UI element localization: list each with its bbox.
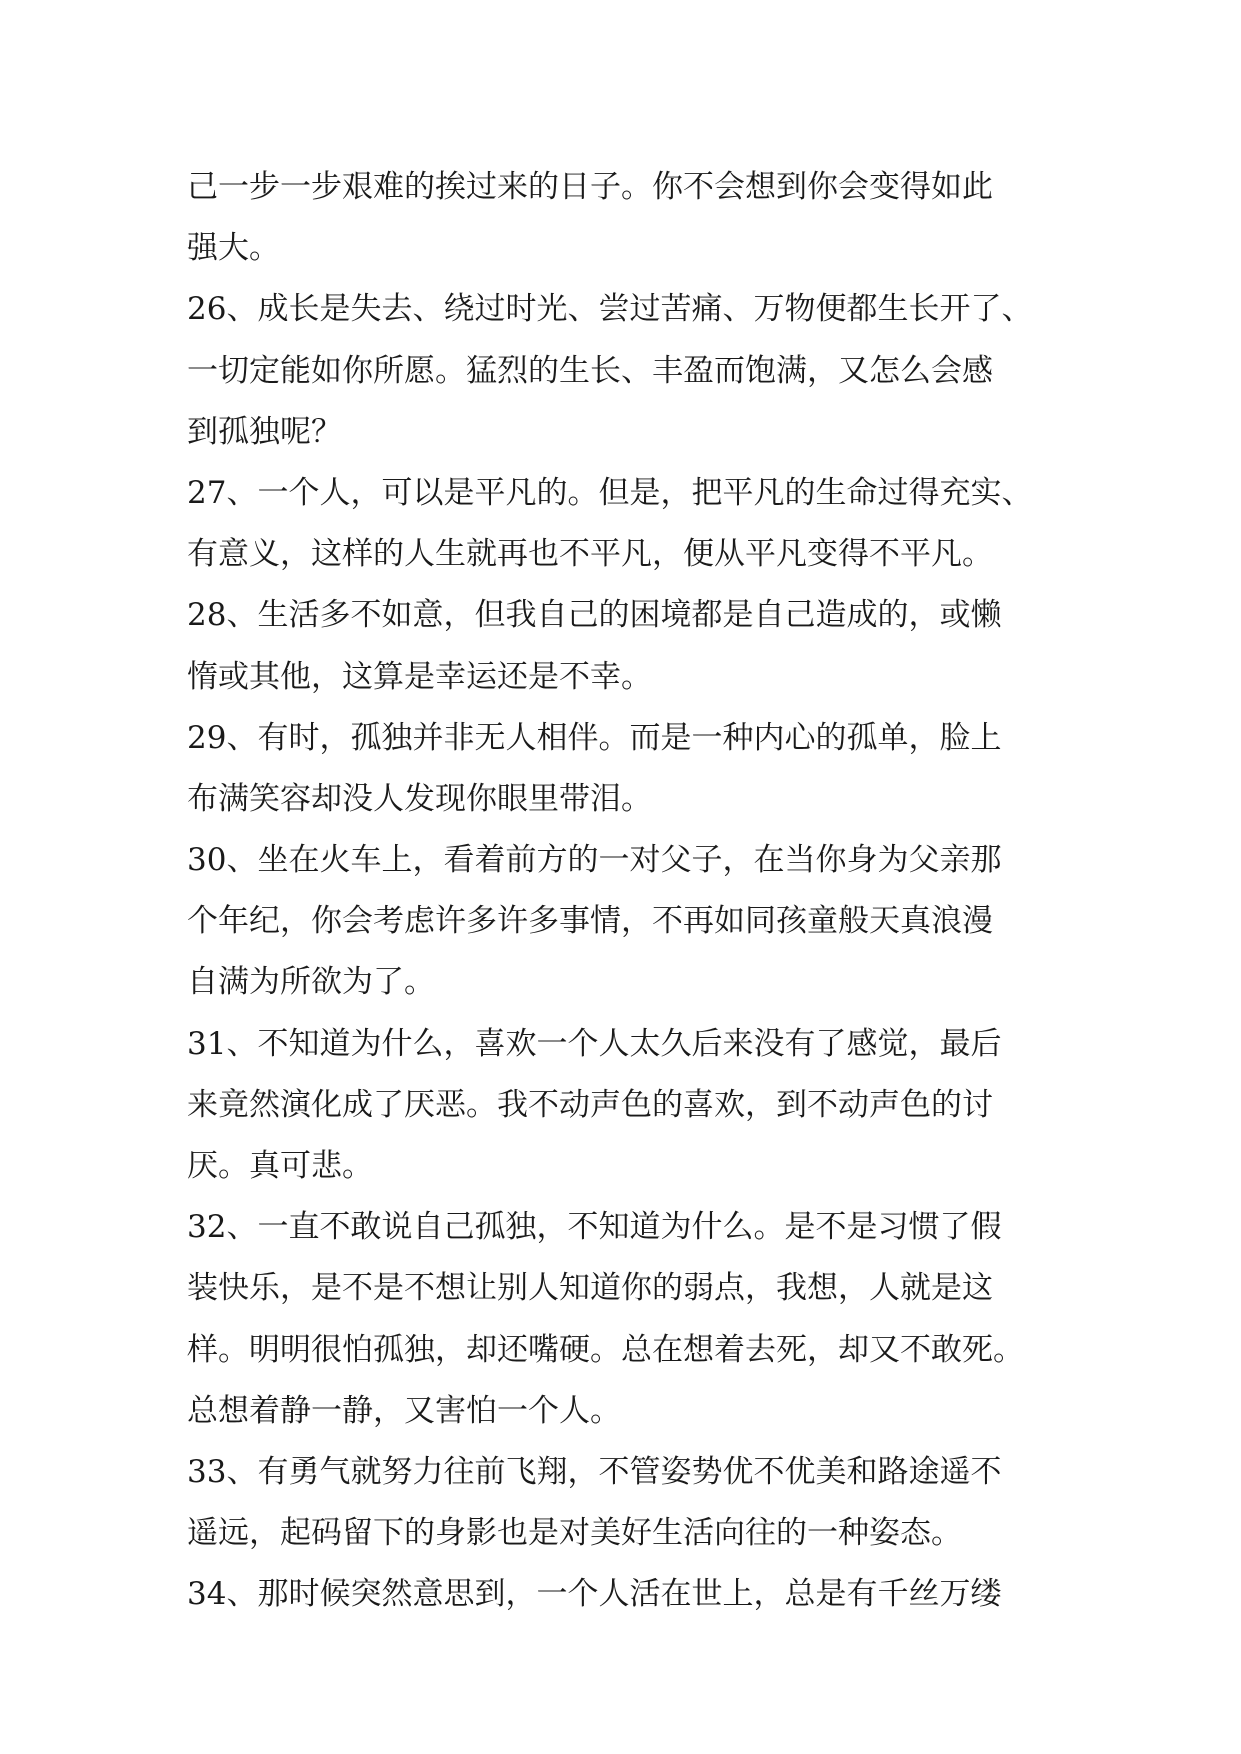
text-line: 27、一个人，可以是平凡的。但是，把平凡的生命过得充实、 bbox=[187, 474, 1033, 511]
text-line: 个年纪，你会考虑许多许多事情，不再如同孩童般天真浪漫 bbox=[187, 903, 993, 940]
body-text bbox=[187, 157, 1067, 1626]
text-line: 厌。真可悲。 bbox=[187, 1148, 373, 1184]
text-line: 总想着静一静，又害怕一个人。 bbox=[187, 1392, 621, 1429]
text-line: 样。明明很怕孤独，却还嘴硬。总在想着去死，却又不敢死。 bbox=[187, 1331, 1024, 1368]
text-line: 装快乐，是不是不想让别人知道你的弱点，我想，人就是这 bbox=[187, 1270, 993, 1307]
text-line: 己一步一步艰难的挨过来的日子。你不会想到你会变得如此 bbox=[187, 169, 993, 205]
text-line: 30、坐在火车上，看着前方的一对父子，在当你身为父亲那 bbox=[187, 842, 1002, 879]
text-line: 34、那时候突然意思到，一个人活在世上，总是有千丝万缕 bbox=[187, 1576, 1002, 1613]
text-line: 33、有勇气就努力往前飞翔，不管姿势优不优美和路途遥不 bbox=[187, 1453, 1002, 1490]
text-line: 32、一直不敢说自己孤独，不知道为什么。是不是习惯了假 bbox=[187, 1209, 1002, 1246]
text-line: 遥远，起码留下的身影也是对美好生活向往的一种姿态。 bbox=[187, 1515, 962, 1552]
text-line: 布满笑容却没人发现你眼里带泪。 bbox=[187, 780, 652, 817]
text-line: 28、生活多不如意，但我自己的困境都是自己造成的，或懒 bbox=[187, 597, 1002, 634]
text-line: 惰或其他，这算是幸运还是不幸。 bbox=[187, 658, 652, 695]
text-line: 一切定能如你所愿。猛烈的生长、丰盈而饱满，又怎么会感 bbox=[187, 352, 993, 389]
text-line: 来竟然演化成了厌恶。我不动声色的喜欢，到不动声色的讨 bbox=[187, 1086, 993, 1123]
text-line: 31、不知道为什么，喜欢一个人太久后来没有了感觉，最后 bbox=[187, 1025, 1002, 1062]
text-line: 26、成长是失去、绕过时光、尝过苦痛、万物便都生长开了、 bbox=[187, 291, 1033, 328]
text-line: 29、有时，孤独并非无人相伴。而是一种内心的孤单，脸上 bbox=[187, 719, 1002, 756]
text-line: 强大。 bbox=[187, 230, 280, 267]
text-line: 到孤独呢？ bbox=[187, 413, 342, 450]
text-line: 自满为所欲为了。 bbox=[187, 964, 435, 1001]
text-line: 有意义，这样的人生就再也不平凡，便从平凡变得不平凡。 bbox=[187, 536, 993, 573]
